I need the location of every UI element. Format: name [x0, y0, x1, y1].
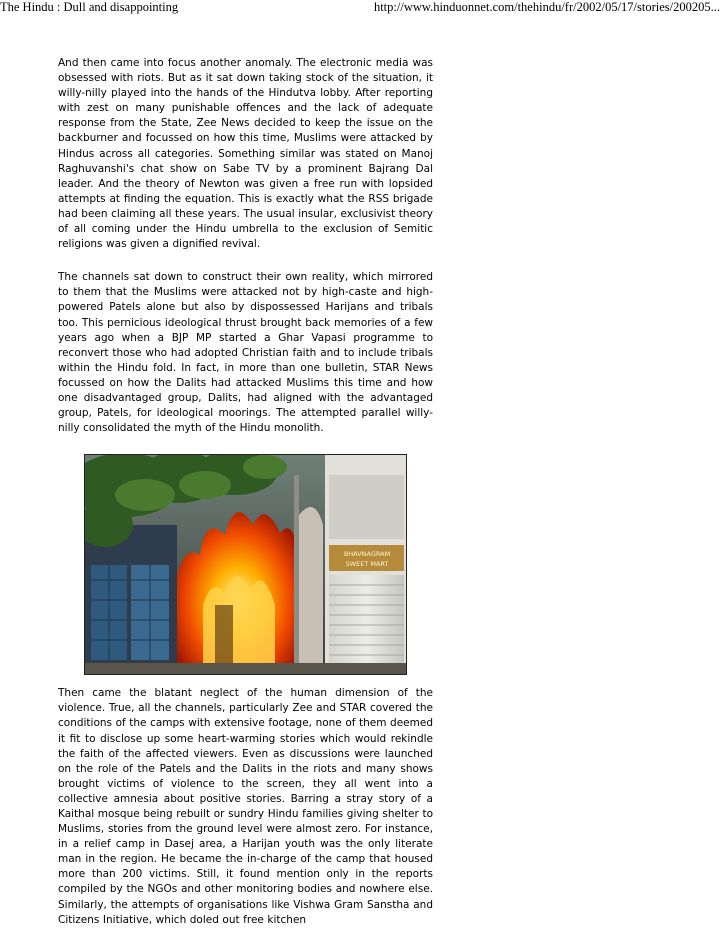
print-header: [0, 0, 720, 16]
riot-fire-photo: [84, 454, 407, 675]
article-body: [58, 56, 433, 946]
shop-sign-line1: BHAVNAGRAM: [343, 550, 391, 559]
photo-illustration: [85, 455, 406, 674]
article-paragraph-2: The channels sat down to construct their own reality, which mirrored to them that the Muslims were attacked not by high-caste and high-powered Patels alone but also by dispossessed Harijans and tribals too. This pernicious ideological thrust brought back memories of a few years ago when a BJP MP started a Ghar Vapasi programme to reconvert those who had adopted Christian faith and to include tribals within the Hindu fold. In fact, in more than one bulletin, STAR News focussed on how the Dalits had attacked Muslims this time and how one disadvantaged group, Dalits, had aligned with the advantaged group, Patels, for ideological moorings. The attempted parallel willy-nilly consolidated the myth of the Hindu monolith.: [58, 271, 433, 435]
page-title: The Hindu : Dull and disappointing: [0, 0, 179, 14]
article-paragraph-3: Then came the blatant neglect of the human dimension of the violence. True, all the channels, particularly Zee and STAR covered the conditions of the camps with extensive footage, none of them deemed it fit to disclose up some heart-warming stories which would rekindle the faith of the affected viewers. Even as discussions were launched on the role of the Patels and the Dalits in the riots and many shows brought victims of violence to the screen, they all went into a collective amnesia about positive stories. Barring a stray story of a Kaithal mosque being rebuilt or sundry Hindu families giving shelter to Muslims, stories from the ground level were almost zero. For instance, in a relief camp in Dasej area, a Harijan youth was the only literate man in the region. He became the in-charge of the camp that housed more than 200 victims. Still, it found mention only in the reports compiled by the NGOs and other monitoring bodies and nowhere else. Similarly, the attempts of organisations like Vishwa Gram Sanstha and Citizens Initiative, which doled out free kitchen: [58, 687, 433, 926]
article-paragraph-1: And then came into focus another anomaly. The electronic media was obsessed with riots. But as it sat down taking stock of the situation, it willy-nilly played into the hands of the Hindutva lobby. After reporting with zest on many punishable offences and the lack of adequate response from the State, Zee News decided to keep the issue on the backburner and focussed on how this time, Muslims were attacked by Hindus across all categories. Something similar was stated on Manoj Raghuvanshi's chat show on Sabe TV by a prominent Bajrang Dal leader. And the theory of Newton was given a free run with lopsided attempts at finding the equation. This is exactly what the RSS brigade had been claiming all these years. The usual insular, exclusivist theory of all coming under the Hindu umbrella to the exclusion of Semitic religions was given a dignified revival.: [58, 57, 433, 251]
page-url: http://www.hinduonnet.com/thehindu/fr/2002/05/17/stories/200205...: [373, 0, 720, 14]
shop-sign-line2: SWEET MART: [345, 560, 389, 569]
